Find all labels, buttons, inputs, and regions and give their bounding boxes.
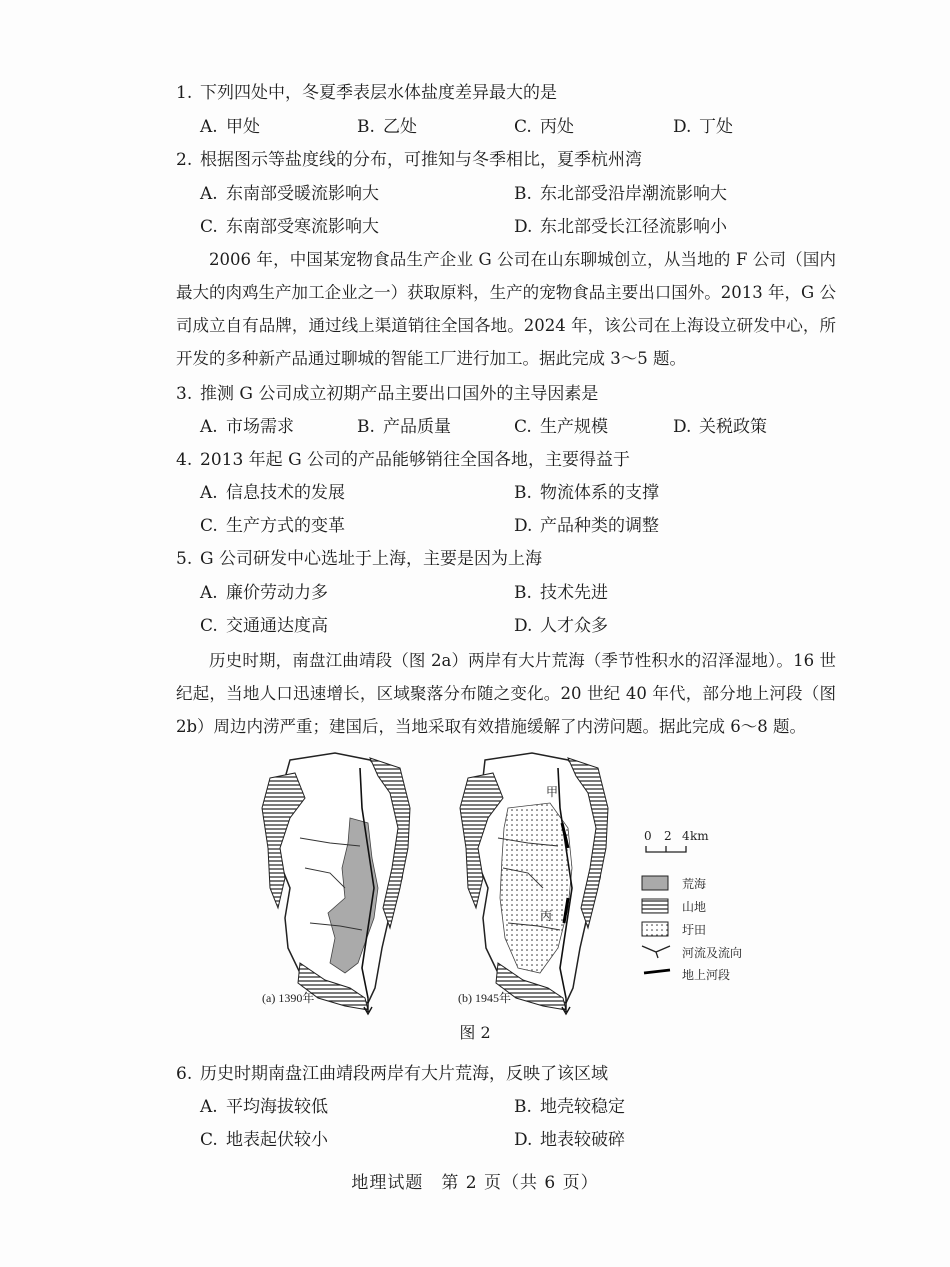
legend: [642, 876, 742, 982]
legend-label-elevated-river: 地上河段: [682, 968, 731, 982]
option-a[interactable]: A. 廉价劳动力多: [200, 583, 328, 603]
question-number: 1.: [176, 83, 193, 103]
question-6: [0, 1057, 950, 1091]
question-number: 4.: [176, 450, 193, 470]
page-footer: 地理试题 第 2 页（共 6 页）: [351, 1173, 599, 1193]
legend-swatch-river: [642, 946, 670, 958]
map-b-label: (b) 1945年: [458, 991, 511, 1005]
map-1390: [262, 753, 410, 1014]
option-b[interactable]: B. 物流体系的支撑: [514, 483, 659, 503]
scale-label-2: 2: [664, 829, 672, 843]
legend-swatch-marsh: [642, 876, 668, 890]
question-number: 3.: [176, 384, 193, 404]
point-jia: 甲: [546, 785, 559, 799]
question-1: [0, 76, 950, 110]
option-d[interactable]: D. 人才众多: [514, 616, 608, 636]
question-number: 5.: [176, 549, 193, 569]
question-5: [0, 542, 950, 576]
scale-unit: km: [690, 829, 709, 843]
question-stem: 历史时期南盘江曲靖段两岸有大片荒海，反映了该区域: [200, 1064, 608, 1084]
question-2-options-row1: [0, 177, 950, 211]
scale-label-4: 4: [682, 829, 690, 843]
option-a[interactable]: A. 平均海拔较低: [200, 1097, 328, 1117]
figure-caption: 图 2: [459, 1023, 491, 1042]
question-4-options-row2: [0, 509, 950, 543]
legend-swatch-mountain: [642, 899, 668, 913]
question-3: [0, 377, 950, 411]
passage-nanpan-river: 历史时期，南盘江曲靖段（图 2a）两岸有大片荒海（季节性积水的沼泽湿地）。16 世纪起，当地人口迅速增长，区域聚落分布随之变化。20 世纪 40 年代，部分地上河段（图 2b）周边内涝严重；建国后，当地采取有效措施缓解了内涝问题。据此完成 6～8 题。: [176, 651, 836, 736]
scale-bar: [644, 829, 709, 852]
question-number: 2.: [176, 150, 193, 170]
question-5-options-row2: [0, 609, 950, 643]
map-a-label: (a) 1390年: [262, 991, 315, 1005]
option-c[interactable]: C. 生产方式的变革: [200, 516, 345, 536]
legend-swatch-polder: [642, 922, 668, 936]
legend-label-polder: 圩田: [682, 923, 707, 937]
option-c[interactable]: C. 交通通达度高: [200, 616, 328, 636]
question-6-options-row2: [0, 1123, 950, 1157]
option-c[interactable]: C. 生产规模: [514, 417, 608, 437]
question-stem: 根据图示等盐度线的分布，可推知与冬季相比，夏季杭州湾: [200, 150, 642, 170]
question-6-options-row1: [0, 1090, 950, 1124]
legend-label-marsh: 荒海: [682, 877, 707, 891]
option-a[interactable]: A. 甲处: [200, 117, 260, 137]
question-stem: 2013 年起 G 公司的产品能够销往全国各地，主要得益于: [200, 450, 631, 470]
question-stem: G 公司研发中心选址于上海，主要是因为上海: [200, 549, 542, 569]
option-a[interactable]: A. 信息技术的发展: [200, 483, 345, 503]
option-d[interactable]: D. 地表较破碎: [514, 1130, 625, 1150]
question-1-options: [0, 110, 950, 144]
legend-label-river: 河流及流向: [682, 946, 743, 960]
question-stem: 下列四处中，冬夏季表层水体盐度差异最大的是: [200, 83, 557, 103]
option-c[interactable]: C. 东南部受寒流影响大: [200, 217, 379, 237]
option-c[interactable]: C. 地表起伏较小: [200, 1130, 328, 1150]
question-4: [0, 443, 950, 477]
option-d[interactable]: D. 产品种类的调整: [514, 516, 659, 536]
option-b[interactable]: B. 乙处: [357, 117, 417, 137]
point-bing: 丙: [540, 909, 553, 923]
passage-g-company: 2006 年，中国某宠物食品生产企业 G 公司在山东聊城创立，从当地的 F 公司（国内最大的肉鸡生产加工企业之一）获取原料，生产的宠物食品主要出口国外。2013 年，G 公司成立自有品牌，通过线上渠道销往全国各地。2024 年，该公司在上海设立研发中心，所开发的多种新产品通过聊城的智能工厂进行加工。据此完成 3～5 题。: [176, 250, 836, 368]
option-c[interactable]: C. 丙处: [514, 117, 574, 137]
legend-label-mountain: 山地: [682, 900, 707, 914]
option-a[interactable]: A. 东南部受暖流影响大: [200, 184, 379, 204]
question-4-options-row1: [0, 476, 950, 510]
map-1945: [458, 753, 608, 1014]
scale-label-0: 0: [644, 829, 652, 843]
option-b[interactable]: B. 产品质量: [357, 417, 451, 437]
option-b[interactable]: B. 东北部受沿岸潮流影响大: [514, 184, 727, 204]
question-5-options-row1: [0, 576, 950, 610]
option-a[interactable]: A. 市场需求: [200, 417, 294, 437]
question-number: 6.: [176, 1064, 193, 1084]
option-b[interactable]: B. 地壳较稳定: [514, 1097, 625, 1117]
question-stem: 推测 G 公司成立初期产品主要出口国外的主导因素是: [200, 384, 599, 404]
legend-swatch-elevated-river: [644, 970, 670, 973]
figure-2: [250, 748, 770, 1018]
option-d[interactable]: D. 丁处: [673, 117, 733, 137]
option-b[interactable]: B. 技术先进: [514, 583, 608, 603]
question-2: [0, 143, 950, 177]
option-d[interactable]: D. 东北部受长江径流影响小: [514, 217, 727, 237]
option-d[interactable]: D. 关税政策: [673, 417, 767, 437]
question-2-options-row2: [0, 210, 950, 244]
question-3-options: [0, 410, 950, 444]
